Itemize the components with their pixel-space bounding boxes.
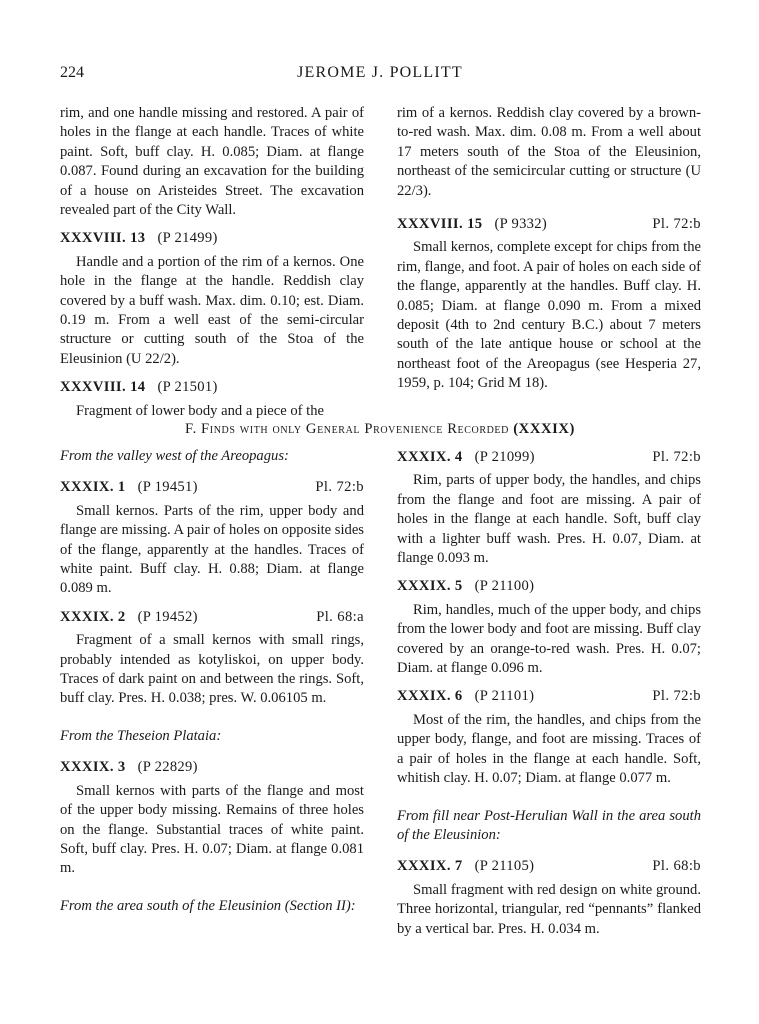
entry-text: Small kernos, complete except for chips from the rim, flange, and foot. A pair of holes on each side of the flange, apparently at the handles. Buff clay. H. 0.085; Diam. at flange 0.090 m. From a mixed deposit (4th to 2nd century B.C.) about 7 meters south of the late antique house or school at the northeast foot of the Areopagus (see Hesperia 27, 1959, p. 104; Grid M 18).: [397, 239, 701, 392]
plate-reference: Pl. 72:b: [652, 216, 701, 233]
entry-text: Fragment of a small kernos with small rings, probably intended as kotyliskoi, on upper body. Traces of dark paint on and between the rings. Soft, buff clay. Pres. H. 0.038; pres. W. 0.06105 m.: [60, 632, 364, 707]
section-heading: [60, 421, 700, 438]
entry-number: XXXIX. 5: [397, 578, 463, 595]
upper-left-column: [60, 104, 364, 421]
entry-inventory: (P 19451): [137, 479, 198, 496]
entry-inventory: (P 22829): [137, 759, 198, 776]
entry-text: Small fragment with red design on white ground. Three horizontal, triangular, red “pennants” flanked by a vertical bar. Pres. H. 0.034 m.: [397, 881, 701, 937]
entry-text: Most of the rim, the handles, and chips from the upper body, flange, and foot are missing. Traces of a pair of holes in the flange at each handle. Soft, whitish clay. H. 0.07; Diam. at flange 0.077 m.: [397, 711, 701, 787]
lower-left-column: [60, 447, 364, 916]
plate-reference: Pl. 68:a: [316, 608, 364, 625]
page-number: 224: [60, 64, 84, 81]
plate-reference: Pl. 72:b: [315, 479, 364, 496]
entry-number: XXXVIII. 13: [60, 230, 146, 247]
entry-number: XXXIX. 4: [397, 449, 463, 465]
entry-inventory: (P 21105): [474, 858, 535, 875]
entry-number: XXXIX. 7: [397, 858, 463, 875]
entry-text: Small kernos with parts of the flange and most of the upper body missing. Remains of three holes on the flange. Substantial traces of white paint. Soft, buff clay. Pres. H. 0.07; Diam. at flange 0.081 m.: [60, 782, 364, 877]
entry-text: Rim, parts of upper body, the handles, and chips from the flange and foot are missing. A pair of holes in the flange at each handle. Soft, buff clay with a lighter buff wash. Pres. H. 0.07, Diam. at flange 0.093 m.: [397, 472, 701, 567]
section-heading-numeral: (XXXIX): [513, 421, 575, 437]
entry-inventory: (P 9332): [494, 216, 548, 233]
entry-inventory: (P 19452): [137, 608, 198, 625]
entry-inventory: (P 21100): [474, 578, 535, 595]
plate-reference: Pl. 68:b: [652, 858, 701, 875]
entry-heading: [60, 229, 364, 248]
provenience-subhead: From the Theseion Plataia:: [60, 727, 222, 744]
entry-text: Handle and a portion of the rim of a kernos. One hole in the flange at the handle. Reddish clay covered by a buff wash. Max. dim. 0.10; est. Diam. 0.19 m. From a well east of the semi-circular structure or cutting south of the Stoa of the Eleusinion (U 22/2).: [60, 253, 364, 367]
entry-heading: [60, 478, 364, 497]
entry-heading: [397, 215, 701, 234]
entry-number: XXXVIII. 14: [60, 379, 146, 396]
plate-reference: Pl. 72:b: [652, 688, 701, 705]
entry-heading: [60, 758, 364, 777]
entry-text: Fragment of lower body and a piece of the: [76, 402, 325, 419]
entry-heading: [397, 577, 701, 596]
page-header: [60, 64, 700, 88]
entry-heading: [397, 687, 701, 706]
entry-number: XXXIX. 2: [60, 608, 126, 625]
entry-heading: [60, 608, 364, 627]
entry-number: XXXIX. 1: [60, 479, 126, 496]
provenience-subhead: From fill near Post-Herulian Wall in the area south of the Eleusinion:: [397, 807, 701, 843]
lower-right-column: [397, 442, 701, 939]
entry-number: XXXVIII. 15: [397, 216, 483, 233]
section-heading-prefix: F. Finds with only General Provenience Recorded: [185, 421, 509, 437]
continuation-text: rim of a kernos. Reddish clay covered by a brown-to-red wash. Max. dim. 0.08 m. From a well about 17 meters south of the Stoa of the Eleusinion, northeast of the semicircular cutting or structure (U 22/3).: [397, 105, 701, 199]
entry-heading: [60, 378, 364, 397]
running-title: JEROME J. POLLITT: [297, 64, 463, 81]
entry-heading: [397, 448, 701, 467]
entry-number: XXXIX. 6: [397, 688, 463, 705]
entry-text: Rim, handles, much of the upper body, and chips from the lower body and foot are missing. Buff clay covered by an orange-to-red wash. Pres. H. 0.07; Diam. at flange 0.096 m.: [397, 601, 701, 677]
provenience-subhead: From the area south of the Eleusinion (Section II):: [60, 897, 356, 914]
upper-right-column: [397, 104, 701, 394]
entry-text: Small kernos. Parts of the rim, upper body and flange are missing. A pair of holes on opposite sides of the flange, apparently at the handles. Traces of white paint. Buff clay. H. 0.88; Diam. at flange 0.089 m.: [60, 502, 364, 597]
continuation-text: rim, and one handle missing and restored. A pair of holes in the flange at each handle. Traces of white paint. Soft, buff clay. H. 0.085; Diam. at flange 0.087. Found during an excavation for the building of a house on Aristeides Street. The excavation revealed part of the City Wall.: [60, 105, 364, 219]
entry-heading: [397, 857, 701, 876]
entry-inventory: (P 21099): [474, 449, 535, 465]
entry-inventory: (P 21499): [157, 230, 218, 247]
entry-number: XXXIX. 3: [60, 759, 126, 776]
plate-reference: Pl. 72:b: [652, 449, 701, 465]
provenience-subhead: From the valley west of the Areopagus:: [60, 448, 289, 464]
entry-inventory: (P 21101): [474, 688, 535, 705]
entry-inventory: (P 21501): [157, 379, 218, 396]
